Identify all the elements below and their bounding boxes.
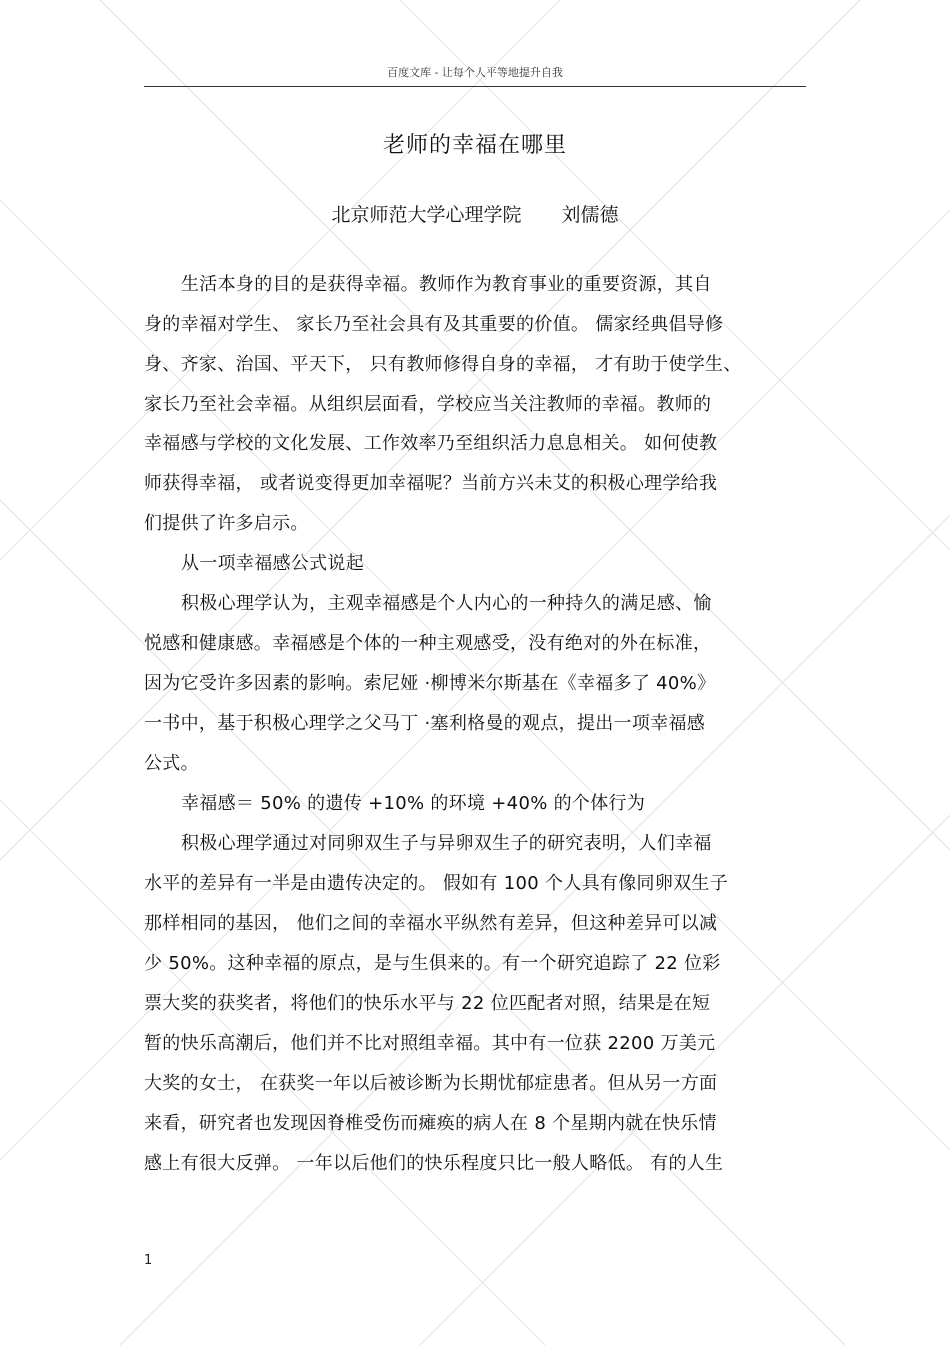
body-line: 水平的差异有一半是由遗传决定的。 假如有 100 个人具有像同卵双生子 bbox=[144, 873, 729, 894]
section-heading: 从一项幸福感公式说起 bbox=[181, 553, 364, 574]
body-line: 票大奖的获奖者，将他们的快乐水平与 22 位匹配者对照，结果是在短 bbox=[144, 993, 711, 1014]
body-line: 积极心理学通过对同卵双生子与异卵双生子的研究表明，人们幸福 bbox=[181, 833, 712, 854]
body-line: 一书中，基于积极心理学之父马丁 ·塞利格曼的观点，提出一项幸福感 bbox=[144, 713, 706, 734]
body-line: 那样相同的基因， 他们之间的幸福水平纵然有差异，但这种差异可以减 bbox=[144, 913, 718, 934]
body-line: 身的幸福对学生、 家长乃至社会具有及其重要的价值。 儒家经典倡导修 bbox=[144, 314, 724, 335]
body-line: 大奖的女士， 在获奖一年以后被诊断为长期忧郁症患者。但从另一方面 bbox=[144, 1073, 718, 1094]
body-line: 感上有很大反弹。 一年以后他们的快乐程度只比一般人略低。 有的人生 bbox=[144, 1153, 724, 1174]
body-line: 悦感和健康感。幸福感是个体的一种主观感受，没有绝对的外在标准， bbox=[144, 633, 712, 654]
author-name: 刘儒德 bbox=[561, 204, 619, 226]
body-line: 生活本身的目的是获得幸福。教师作为教育事业的重要资源，其自 bbox=[181, 274, 712, 295]
body-line: 师获得幸福， 或者说变得更加幸福呢？当前方兴未艾的积极心理学给我 bbox=[144, 473, 718, 494]
body-line: 身、齐家、治国、平天下， 只有教师修得自身的幸福， 才有助于使学生、 bbox=[144, 354, 742, 375]
body-line: 少 50%。这种幸福的原点，是与生俱来的。有一个研究追踪了 22 位彩 bbox=[144, 953, 721, 974]
page-number: 1 bbox=[144, 1253, 153, 1268]
affiliation: 北京师范大学心理学院 bbox=[331, 204, 522, 226]
body-line: 来看，研究者也发现因脊椎受伤而瘫痪的病人在 8 个星期内就在快乐情 bbox=[144, 1113, 717, 1134]
body-line: 积极心理学认为，主观幸福感是个人内心的一种持久的满足感、愉 bbox=[181, 593, 712, 614]
body-line: 暂的快乐高潮后，他们并不比对照组幸福。其中有一位获 2200 万美元 bbox=[144, 1033, 716, 1054]
body-line: 公式。 bbox=[144, 753, 199, 774]
body-line: 因为它受许多因素的影响。索尼娅 ·柳博米尔斯基在《幸福多了 40%》 bbox=[144, 673, 716, 694]
page-title: 老师的幸福在哪里 bbox=[382, 133, 567, 158]
formula-line: 幸福感＝ 50% 的遗传 +10% 的环境 +40% 的个体行为 bbox=[181, 793, 646, 814]
byline bbox=[0, 200, 950, 227]
body-line: 幸福感与学校的文化发展、工作效率乃至组织活力息息相关。 如何使教 bbox=[144, 433, 718, 454]
page-header: 百度文库 - 让每个人平等地提升自我 bbox=[144, 64, 806, 87]
body-line: 家长乃至社会幸福。从组织层面看，学校应当关注教师的幸福。教师的 bbox=[144, 394, 712, 415]
body-line: 们提供了许多启示。 bbox=[144, 513, 309, 534]
